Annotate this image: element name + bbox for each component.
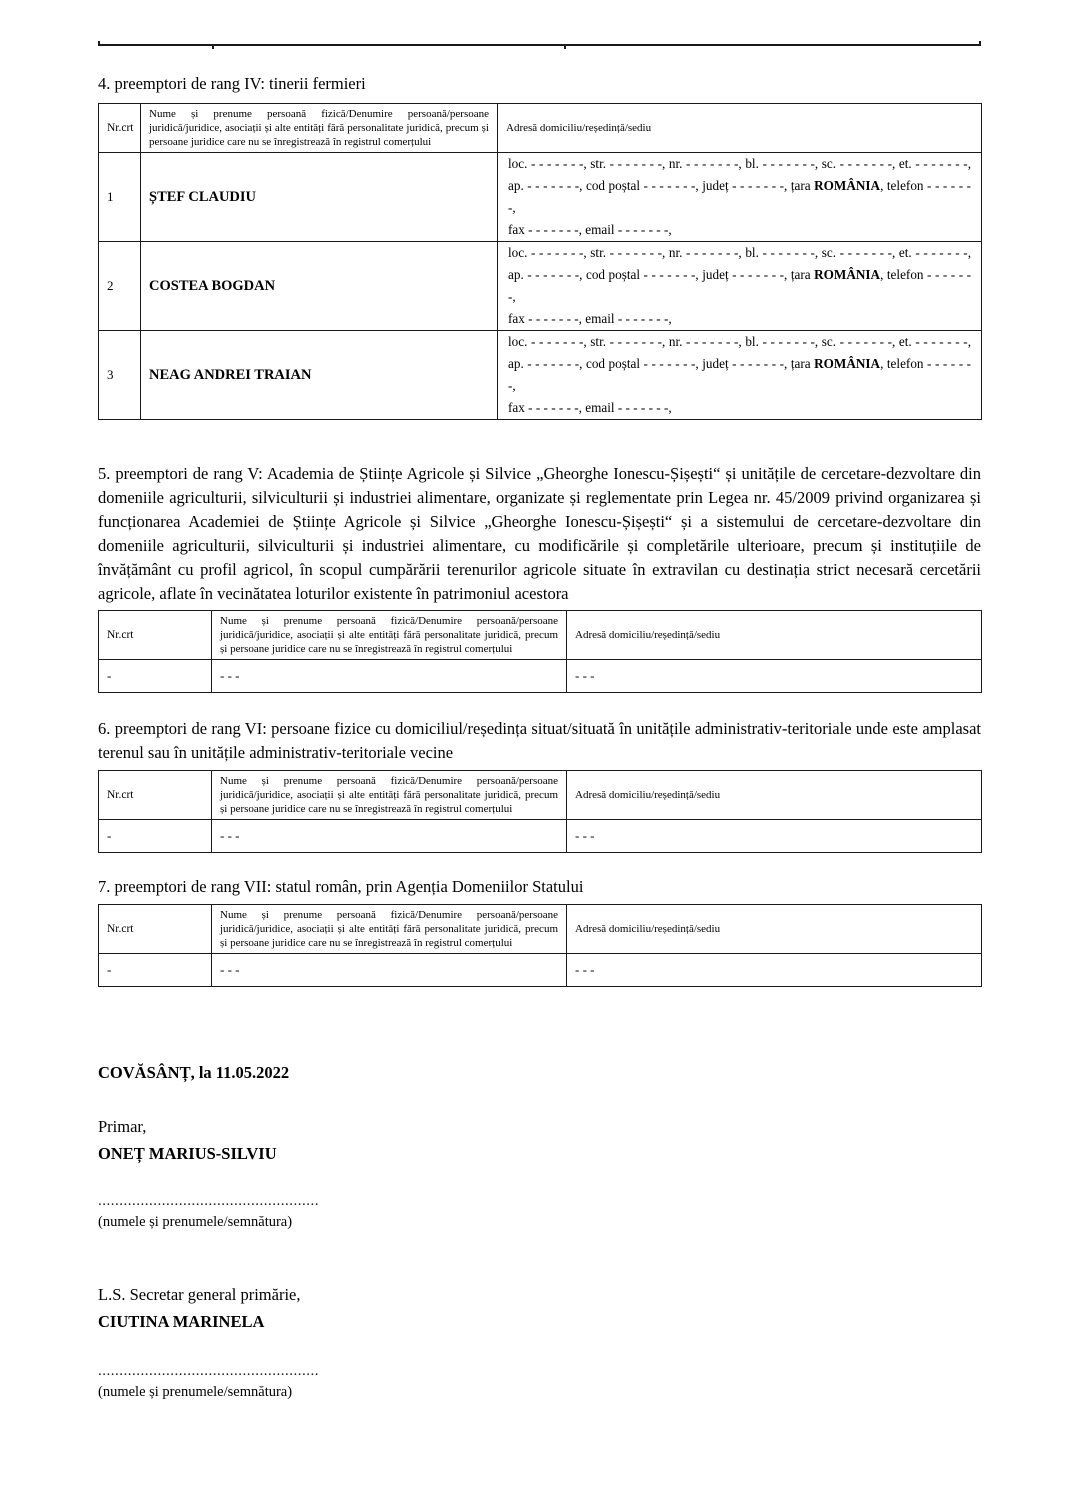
header-name: Nume și prenume persoană fizică/Denumire persoană/persoane juridică/juridice, asociații și alte entități fără personalitate juridică, precum și persoane juridice care nu se înregistrează în registrul comerțului (212, 771, 567, 820)
preemptor-name: NEAG ANDREI TRAIAN (141, 331, 498, 420)
address-cell (498, 153, 982, 242)
row-number: - (99, 820, 212, 853)
table-row (99, 331, 982, 420)
address-line: loc. - - - - - - -, str. - - - - - - -, nr. - - - - - - -, bl. - - - - - - -, sc. - - - - - - -, et. - - - - - - -, (508, 245, 971, 260)
header-address: Adresă domiciliu/reședință/sediu (498, 104, 982, 153)
row-number: 2 (99, 242, 141, 331)
rule-right-cap (979, 41, 981, 46)
section5-heading: 5. preemptori de rang V: Academia de Științe Agricole și Silvice „Gheorghe Ionescu-Șișești“ și unitățile de cercetare-dezvoltare din domeniile agriculturii, silviculturii și industriei alimentare, organizate și reglementate prin Legea nr. 45/2009 privind organizarea și funcționarea Academiei de Științe Agricole și Silvice „Gheorghe Ionescu-Șișești“ și a sistemului de cercetare-dezvoltare din domeniile agriculturii, silviculturii și industriei alimentare, cu modificările și completările ulterioare, precum și instituțiile de învățământ cu profil agricol, în scopul cumpărării terenurilor agricole situate în extravilan cu destinația strict necesară cercetării agricole, aflate în vecinătatea loturilor existente în patrimoniul acestora (98, 464, 981, 603)
row-number: - (99, 954, 212, 987)
address-cell (498, 242, 982, 331)
table-row (99, 954, 982, 987)
address-line (508, 353, 971, 397)
rule-tick-2 (564, 44, 566, 49)
primar-name: ONEȚ MARIUS-SILVIU (98, 1144, 277, 1163)
previous-table-bottom-border (98, 44, 981, 46)
table-row (99, 660, 982, 693)
header-nr: Nr.crt (99, 905, 212, 954)
preemptor-name: - - - (212, 820, 567, 853)
rule-left-cap (98, 41, 100, 46)
section4-heading: 4. preemptori de rang IV: tinerii fermieri (98, 74, 366, 93)
address-text: ap. - - - - - - -, cod poștal - - - - - - -, județ - - - - - - -, țara (508, 267, 815, 282)
header-name: Nume și prenume persoană fizică/Denumire persoană/persoane juridică/juridice, asociații și alte entități fără personalitate juridică, precum și persoane juridice care nu se înregistrează în registrul comerțului (212, 905, 567, 954)
rang4-table (98, 103, 982, 420)
secretar-label: L.S. Secretar general primărie, (98, 1285, 301, 1304)
rang6-table (98, 770, 982, 853)
address-line (508, 264, 971, 308)
table-header-row (99, 104, 982, 153)
table-header-row (99, 611, 982, 660)
header-nr: Nr.crt (99, 611, 212, 660)
signature-caption: (numele și prenumele/semnătura) (98, 1214, 293, 1230)
document-page (0, 44, 1079, 1511)
row-number: - (99, 660, 212, 693)
address-cell: - - - (567, 660, 982, 693)
secretar-name: CIUTINA MARINELA (98, 1312, 265, 1331)
preemptor-name: - - - (212, 954, 567, 987)
row-number: 1 (99, 153, 141, 242)
address-line: fax - - - - - - -, email - - - - - - -, (508, 311, 672, 326)
rang7-table (98, 904, 982, 987)
rang5-table (98, 610, 982, 693)
preemptor-name: - - - (212, 660, 567, 693)
section6-heading: 6. preemptori de rang VI: persoane fizice cu domiciliul/reședința situat/situată în unitățile administrativ-teritoriale unde este amplasat terenul sau în unitățile administrativ-teritoriale vecine (98, 719, 981, 762)
address-cell: - - - (567, 820, 982, 853)
rule-tick-1 (212, 44, 214, 49)
header-name: Nume și prenume persoană fizică/Denumire persoană/persoane juridică/juridice, asociații și alte entități fără personalitate juridică, precum și persoane juridice care nu se înregistrează în registrul comerțului (141, 104, 498, 153)
primar-label: Primar, (98, 1117, 147, 1136)
preemptor-name: COSTEA BOGDAN (141, 242, 498, 331)
row-number: 3 (99, 331, 141, 420)
address-text: ap. - - - - - - -, cod poștal - - - - - - -, județ - - - - - - -, țara (508, 178, 815, 193)
country-name: ROMÂNIA (814, 356, 881, 371)
address-line (508, 175, 971, 219)
address-cell: - - - (567, 954, 982, 987)
preemptor-name: ȘTEF CLAUDIU (141, 153, 498, 242)
address-line: fax - - - - - - -, email - - - - - - -, (508, 222, 672, 237)
country-name: ROMÂNIA (814, 178, 881, 193)
place-and-date: COVĂSÂNȚ, la 11.05.2022 (98, 1063, 290, 1082)
header-address: Adresă domiciliu/reședință/sediu (567, 611, 982, 660)
table-row (99, 820, 982, 853)
table-row (99, 153, 982, 242)
address-text: , telefon - - - - - - -, (508, 178, 972, 215)
header-nr: Nr.crt (99, 104, 141, 153)
signature-dotted-line: .................................................... (98, 1363, 319, 1379)
table-header-row (99, 771, 982, 820)
address-line: loc. - - - - - - -, str. - - - - - - -, nr. - - - - - - -, bl. - - - - - - -, sc. - - - - - - -, et. - - - - - - -, (508, 156, 971, 171)
address-text: , telefon - - - - - - -, (508, 267, 972, 304)
address-line: fax - - - - - - -, email - - - - - - -, (508, 400, 672, 415)
address-text: ap. - - - - - - -, cod poștal - - - - - - -, județ - - - - - - -, țara (508, 356, 815, 371)
bottom-margin (98, 1401, 981, 1511)
signature-dotted-line: .................................................... (98, 1193, 319, 1209)
country-name: ROMÂNIA (814, 267, 881, 282)
header-name: Nume și prenume persoană fizică/Denumire persoană/persoane juridică/juridice, asociații și alte entități fără personalitate juridică, precum și persoane juridice care nu se înregistrează în registrul comerțului (212, 611, 567, 660)
header-address: Adresă domiciliu/reședință/sediu (567, 771, 982, 820)
address-text: , telefon - - - - - - -, (508, 356, 972, 393)
table-header-row (99, 905, 982, 954)
address-cell (498, 331, 982, 420)
signature-caption: (numele și prenumele/semnătura) (98, 1384, 293, 1400)
address-line: loc. - - - - - - -, str. - - - - - - -, nr. - - - - - - -, bl. - - - - - - -, sc. - - - - - - -, et. - - - - - - -, (508, 334, 971, 349)
header-nr: Nr.crt (99, 771, 212, 820)
section7-heading: 7. preemptori de rang VII: statul român, prin Agenția Domeniilor Statului (98, 877, 584, 896)
header-address: Adresă domiciliu/reședință/sediu (567, 905, 982, 954)
table-row (99, 242, 982, 331)
